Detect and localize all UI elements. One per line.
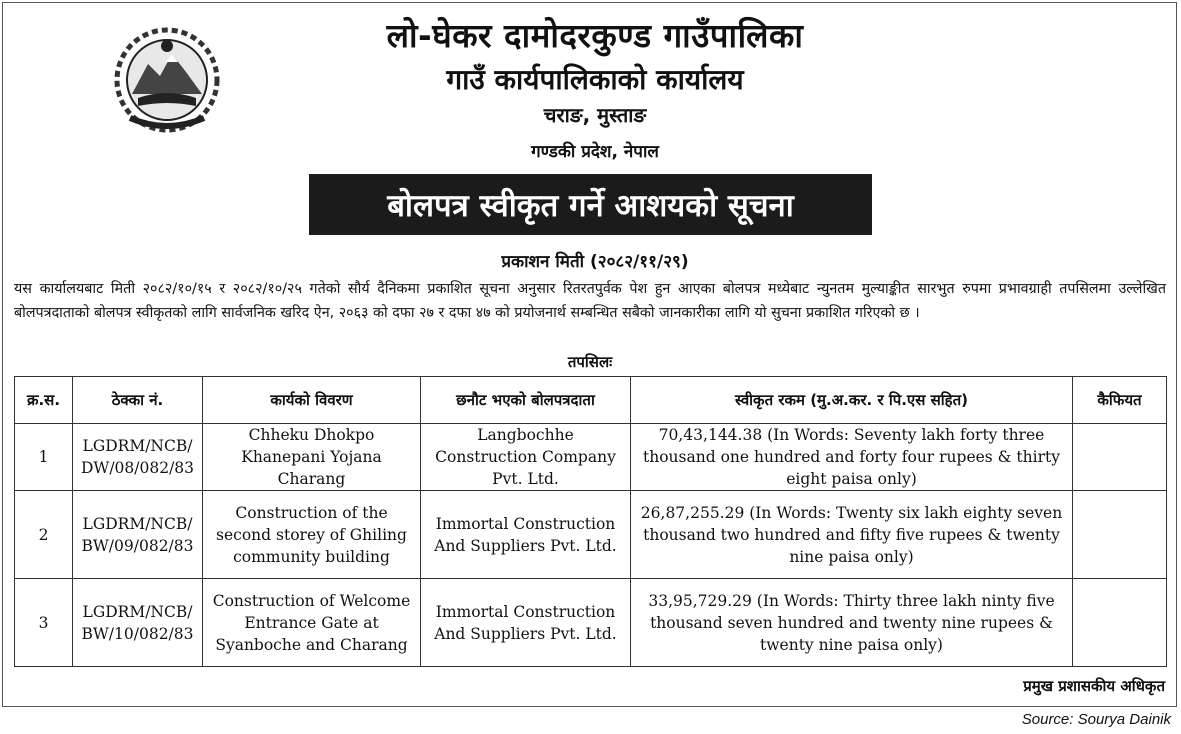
col-header-bidder: छनौट भएको बोलपत्रदाता bbox=[421, 377, 631, 424]
notice-body: यस कार्यालयबाट मिती २०८२/१०/१५ र २०८२/१०/२५ गतेको सौर्य दैनिकमा प्रकाशित सूचना अनुसार रितरतपुर्वक पेश हुन आएका बोलपत्र मध्येबाट न्युनतम मुल्याङ्कीत सारभुत रुपमा प्रभावग्राही तपसिलमा उल्लेखित बोलपत्रदाताको बोलपत्र स्वीकृतको लागि सार्वजनिक खरिद ऐन, २०६३ को दफा २७ र दफा ४७ को प्रयोजनार्थ सम्बन्धित सबैको जानकारीका लागि यो सुचना प्रकाशित गरिएको छ । bbox=[14, 281, 1166, 321]
cell-amount: 70,43,144.38 (In Words: Seventy lakh forty three thousand one hundred and forty four rupees & thirty eight paisa only) bbox=[631, 424, 1073, 491]
cell-bidder: Immortal Construction And Suppliers Pvt. Ltd. bbox=[421, 579, 631, 667]
notice-title: बोलपत्र स्वीकृत गर्ने आशयको सूचना bbox=[387, 187, 794, 224]
cell-work: Chheku Dhokpo Khanepani Yojana Charang bbox=[203, 424, 421, 491]
cell-contract-no: LGDRM/NCB/ DW/08/082/83 bbox=[73, 424, 203, 491]
office-name: गाउँ कार्यपालिकाको कार्यालय bbox=[446, 63, 744, 96]
table-header-row bbox=[15, 377, 1167, 424]
cell-remarks bbox=[1073, 424, 1167, 491]
nepal-government-emblem-icon bbox=[108, 26, 226, 136]
cell-sn: 2 bbox=[15, 491, 73, 579]
municipality-name: लो-घेकर दामोदरकुण्ड गाउँपालिका bbox=[386, 16, 804, 55]
table-row bbox=[15, 579, 1167, 667]
cell-amount: 33,95,729.29 (In Words: Thirty three lakh ninty five thousand seven hundred and twenty nine rupees & twenty nine paisa only) bbox=[631, 579, 1073, 667]
table-row bbox=[15, 424, 1167, 491]
cell-remarks bbox=[1073, 579, 1167, 667]
notice-title-banner bbox=[309, 174, 872, 235]
cell-bidder: Langbochhe Construction Company Pvt. Ltd. bbox=[421, 424, 631, 491]
cell-remarks bbox=[1073, 491, 1167, 579]
cell-amount: 26,87,255.29 (In Words: Twenty six lakh eighty seven thousand two hundred and fifty five rupees & twenty nine paisa only) bbox=[631, 491, 1073, 579]
table-row bbox=[15, 491, 1167, 579]
cell-work: Construction of Welcome Entrance Gate at Syanboche and Charang bbox=[203, 579, 421, 667]
signer-title: प्रमुख प्रशासकीय अधिकृत bbox=[1023, 677, 1165, 695]
province-name: गण्डकी प्रदेश, नेपाल bbox=[531, 142, 659, 162]
col-header-amount: स्वीकृत रकम (मु.अ.कर. र पि.एस सहित) bbox=[631, 377, 1073, 424]
cell-work: Construction of the second storey of Ghiling community building bbox=[203, 491, 421, 579]
col-header-contract-no: ठेक्का नं. bbox=[73, 377, 203, 424]
col-header-sn: क्र.स. bbox=[15, 377, 73, 424]
source-credit: Source: Sourya Dainik bbox=[1021, 711, 1171, 728]
cell-sn: 1 bbox=[15, 424, 73, 491]
cell-contract-no: LGDRM/NCB/ BW/10/082/83 bbox=[73, 579, 203, 667]
cell-contract-no: LGDRM/NCB/ BW/09/082/83 bbox=[73, 491, 203, 579]
office-location: चराङ, मुस्ताङ bbox=[543, 103, 647, 127]
col-header-remarks: कैफियत bbox=[1073, 377, 1167, 424]
publication-date: प्रकाशन मिती (२०८२/११/२९) bbox=[501, 252, 689, 272]
bid-acceptance-table bbox=[14, 376, 1167, 667]
col-header-work: कार्यको विवरण bbox=[203, 377, 421, 424]
details-label: तपसिलः bbox=[567, 353, 613, 371]
cell-sn: 3 bbox=[15, 579, 73, 667]
cell-bidder: Immortal Construction And Suppliers Pvt. Ltd. bbox=[421, 491, 631, 579]
